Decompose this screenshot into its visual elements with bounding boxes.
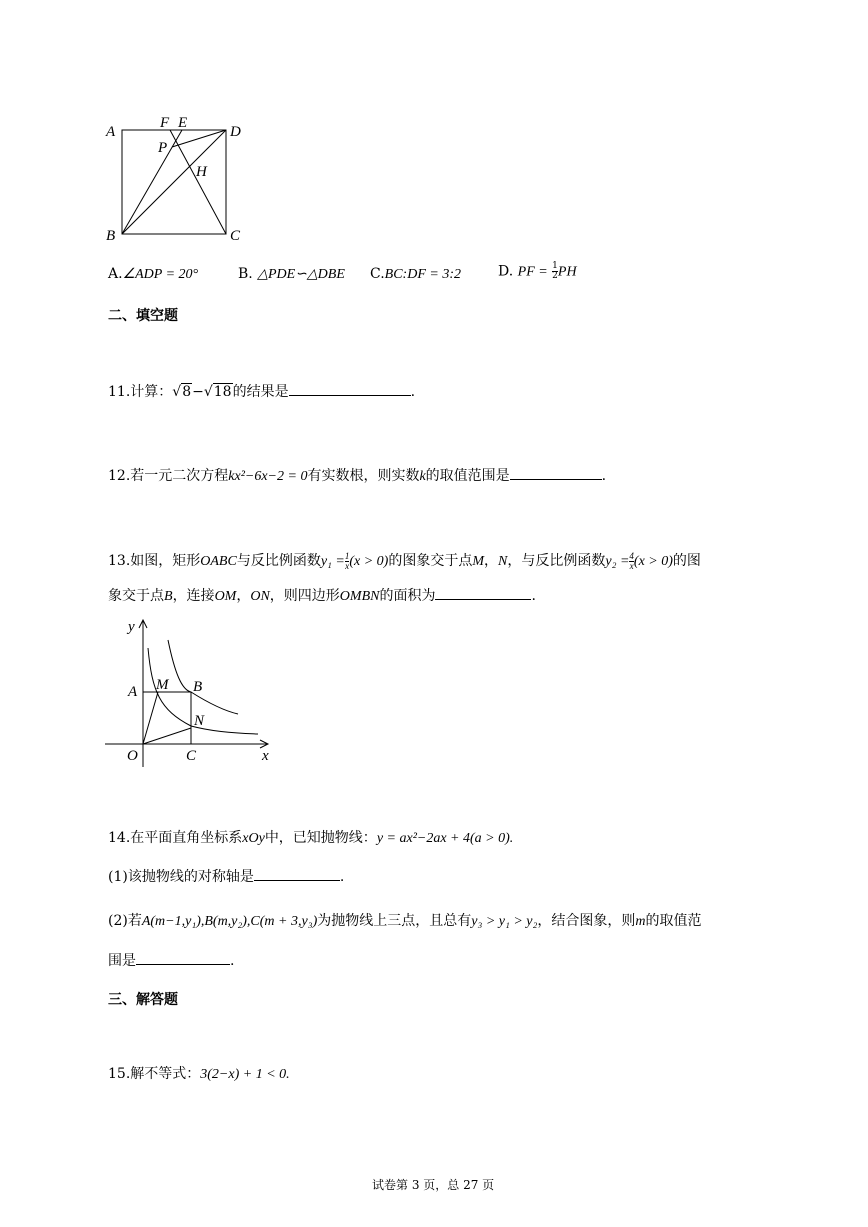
section-title-fill-blank: 二、填空题 [108, 308, 178, 324]
answer-blank[interactable] [289, 381, 411, 396]
axis-y-label: y [128, 619, 135, 635]
question-13-line2: 象交于点B，连接OM，ON，则四边形OMBN的面积为 . [108, 585, 536, 605]
question-14-part1: (1)该抛物线的对称轴是 . [108, 866, 344, 886]
label-C: C [230, 228, 241, 244]
label-B: B [106, 228, 116, 244]
label-M: M [156, 677, 169, 693]
option-a: A.∠ADP = 20° [108, 266, 199, 282]
label-O: O [127, 748, 138, 764]
question-14-part2: (2)若A(m−1,y₁),B(m,y₂),C(m + 3,y₃)为抛物线上三点，且总有y₃ > y₁ > y₂，结合图象，则m的取值范 [108, 913, 702, 929]
label-D: D [230, 124, 241, 140]
label-N: N [194, 713, 205, 729]
label-F: F [160, 115, 170, 131]
square-figure [100, 110, 260, 250]
question-12: 12.若一元二次方程kx²−6x−2 = 0有实数根，则实数k的取值范围是 . [108, 465, 606, 485]
label-C: C [186, 748, 197, 764]
section-title-solve: 三、解答题 [108, 992, 178, 1008]
label-A: A [106, 124, 116, 140]
label-B: B [193, 679, 203, 695]
question-14: 14.在平面直角坐标系xOy中，已知抛物线：y = ax²−2ax + 4(a > 0). [108, 830, 514, 846]
answer-blank[interactable] [435, 585, 531, 600]
answer-blank[interactable] [136, 950, 230, 965]
answer-blank[interactable] [254, 866, 340, 881]
label-H: H [196, 164, 207, 180]
option-c: C.BC:DF = 3:2 [370, 266, 461, 282]
q10-options [108, 266, 198, 283]
label-E: E [178, 115, 188, 131]
page-footer: 试卷第 3 页，总 27 页 [372, 1178, 495, 1192]
option-d: D. PF = $\frac{1}{2}$ PH [498, 261, 577, 281]
question-14-part2-line2: 围是 . [108, 950, 234, 970]
question-13: 13.如图，矩形OABC与反比例函数y₁ = $\frac{1}{x}$ (x > 0)的图象交于点M，N，与反比例函数y₂ = $\frac{4}{x}$ (x > 0)的图 [108, 550, 701, 571]
axis-x-label: x [262, 748, 269, 764]
hyperbola-figure [100, 612, 280, 772]
question-11: 11.计算：√8−√18的结果是 . [108, 381, 415, 401]
label-P: P [158, 140, 168, 156]
question-15: 15.解不等式：3(2−x) + 1 < 0. [108, 1066, 290, 1082]
answer-blank[interactable] [510, 465, 602, 480]
option-b: B. △PDE∽△DBE [238, 266, 345, 282]
label-A: A [128, 684, 138, 700]
